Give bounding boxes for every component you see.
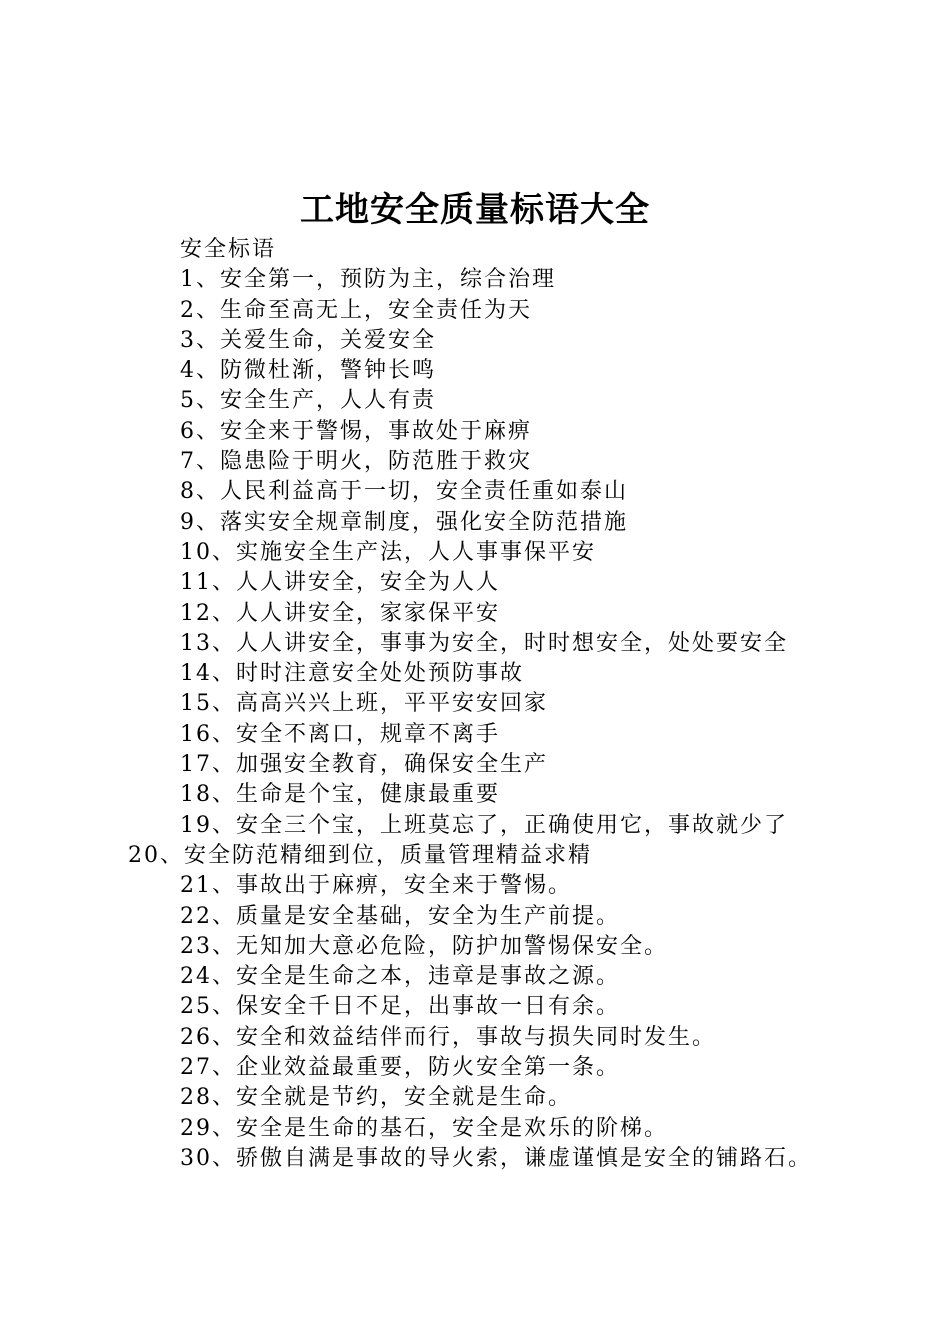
list-item: 5、安全生产，人人有责: [180, 388, 436, 414]
list-item: 6、安全来于警惕，事故处于麻痹: [180, 418, 532, 444]
list-item: 20、安全防范精细到位，质量管理精益求精: [128, 842, 592, 868]
list-item: 19、安全三个宝，上班莫忘了，正确使用它，事故就少了: [180, 812, 788, 838]
list-item: 4、防微杜渐，警钟长鸣: [180, 358, 436, 384]
list-item: 13、人人讲安全，事事为安全，时时想安全，处处要安全: [180, 630, 788, 656]
list-item: 26、安全和效益结伴而行，事故与损失同时发生。: [180, 1024, 716, 1050]
list-item: 1、安全第一，预防为主，综合治理: [180, 267, 556, 293]
list-item: 21、事故出于麻痹，安全来于警惕。: [180, 873, 572, 899]
list-item: 30、骄傲自满是事故的导火索，谦虚谨慎是安全的铺路石。: [180, 1145, 812, 1171]
list-item: 3、关爱生命，关爱安全: [180, 327, 436, 353]
list-item: 9、落实安全规章制度，强化安全防范措施: [180, 509, 628, 535]
slogan-list: [0, 235, 950, 1174]
list-item: 8、人民利益高于一切，安全责任重如泰山: [180, 479, 628, 505]
list-item: 24、安全是生命之本，违章是事故之源。: [180, 964, 620, 990]
list-item: 10、实施安全生产法，人人事事保平安: [180, 539, 596, 565]
list-item: 25、保安全千日不足，出事故一日有余。: [180, 994, 620, 1020]
list-item: 18、生命是个宝，健康最重要: [180, 782, 500, 808]
list-item: 15、高高兴兴上班，平平安安回家: [180, 691, 548, 717]
list-item: 29、安全是生命的基石，安全是欢乐的阶梯。: [180, 1115, 668, 1141]
list-item: 27、企业效益最重要，防火安全第一条。: [180, 1055, 620, 1081]
page-title: 工地安全质量标语大全: [300, 190, 650, 230]
list-item: 17、加强安全教育，确保安全生产: [180, 752, 548, 778]
section-heading: 安全标语: [180, 237, 277, 262]
list-item: 22、质量是安全基础，安全为生产前提。: [180, 903, 620, 929]
list-item: 2、生命至高无上，安全责任为天: [180, 297, 532, 323]
list-item: 14、时时注意安全处处预防事故: [180, 661, 524, 687]
list-item: 11、人人讲安全，安全为人人: [180, 570, 500, 596]
list-item: 12、人人讲安全，家家保平安: [180, 600, 500, 626]
list-item: 23、无知加大意必危险，防护加警惕保安全。: [180, 933, 668, 959]
list-item: 28、安全就是节约，安全就是生命。: [180, 1085, 572, 1111]
list-item: 16、安全不离口，规章不离手: [180, 721, 500, 747]
list-item: 7、隐患险于明火，防范胜于救灾: [180, 449, 532, 475]
